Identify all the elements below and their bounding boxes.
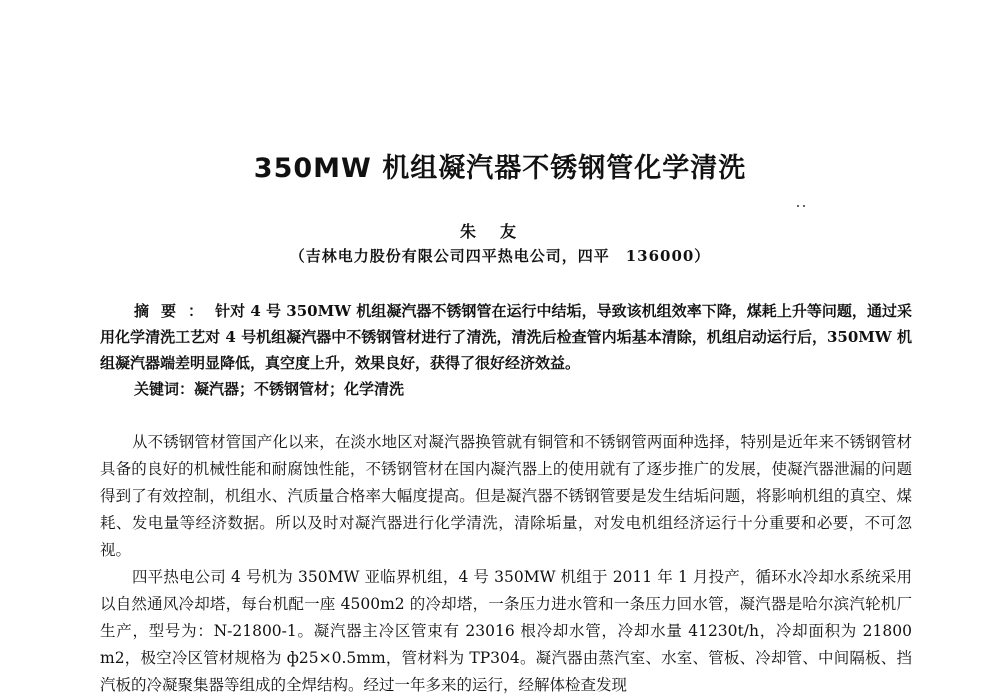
- scan-speck: [797, 205, 799, 207]
- paper-title: 350MW 机组凝汽器不锈钢管化学清洗: [253, 153, 747, 184]
- body-paragraph: 从不锈钢管材管国产化以来，在淡水地区对凝汽器换管就有铜管和不锈钢管两面种选择，特别是近年来不锈钢管材具备的良好的机械性能和耐腐蚀性能，不锈钢管材在国内凝汽器上的使用就有了逐步推广的发展，使凝汽器泄漏的问题得到了有效控制，机组水、汽质量合格率大幅度提高。但是凝汽器不锈钢管要是发生结垢问题，将影响机组的真空、煤耗、发电量等经济数据。所以及时对凝汽器进行化学清洗，清除垢量，对发电机组经济运行十分重要和必要，不可忽视。: [100, 433, 912, 559]
- scan-speck: [803, 205, 805, 207]
- paper-affiliation: （吉林电力股份有限公司四平热电公司，四平 136000）: [289, 247, 711, 265]
- abstract-block: [100, 298, 912, 402]
- keywords-line: [100, 376, 912, 402]
- keywords-text: 凝汽器；不锈钢管材；化学清洗: [194, 380, 405, 398]
- abstract-text: 针对 4 号 350MW 机组凝汽器不锈钢管在运行中结垢，导致该机组效率下降，煤耗上升等问题，通过采用化学清洗工艺对 4 号机组凝汽器中不锈钢管材进行了清洗，清洗后检查管内垢基本清除，机组启动运行后，350MW 机组凝汽器端差明显降低，真空度上升，效果良好，获得了很好经济效益。: [100, 302, 912, 372]
- abstract-paragraph: [100, 298, 912, 376]
- body-paragraph: 四平热电公司 4 号机为 350MW 亚临界机组，4 号 350MW 机组于 2011 年 1 月投产，循环水冷却水系统采用以自然通风冷却塔，每台机配一座 4500m2 的冷却塔，一条压力进水管和一条压力回水管，凝汽器是哈尔滨汽轮机厂生产，型号为：N-21800-1。凝汽器主冷区管束有 23016 根冷却水管，冷却水量 41230t/h，冷却面积为 21800 m2，极空冷区管材规格为 ф25×0.5mm，管材料为 TP304。凝汽器由蒸汽室、水室、管板、冷却管、中间隔板、挡汽板的冷凝聚集器等组成的全焊结构。经过一年多来的运行，经解体检查发现: [100, 568, 912, 694]
- paper-author: 朱友: [459, 222, 540, 241]
- body-text: [100, 429, 912, 699]
- abstract-label: 摘要：: [134, 302, 216, 320]
- keywords-label: 关键词：: [134, 380, 195, 398]
